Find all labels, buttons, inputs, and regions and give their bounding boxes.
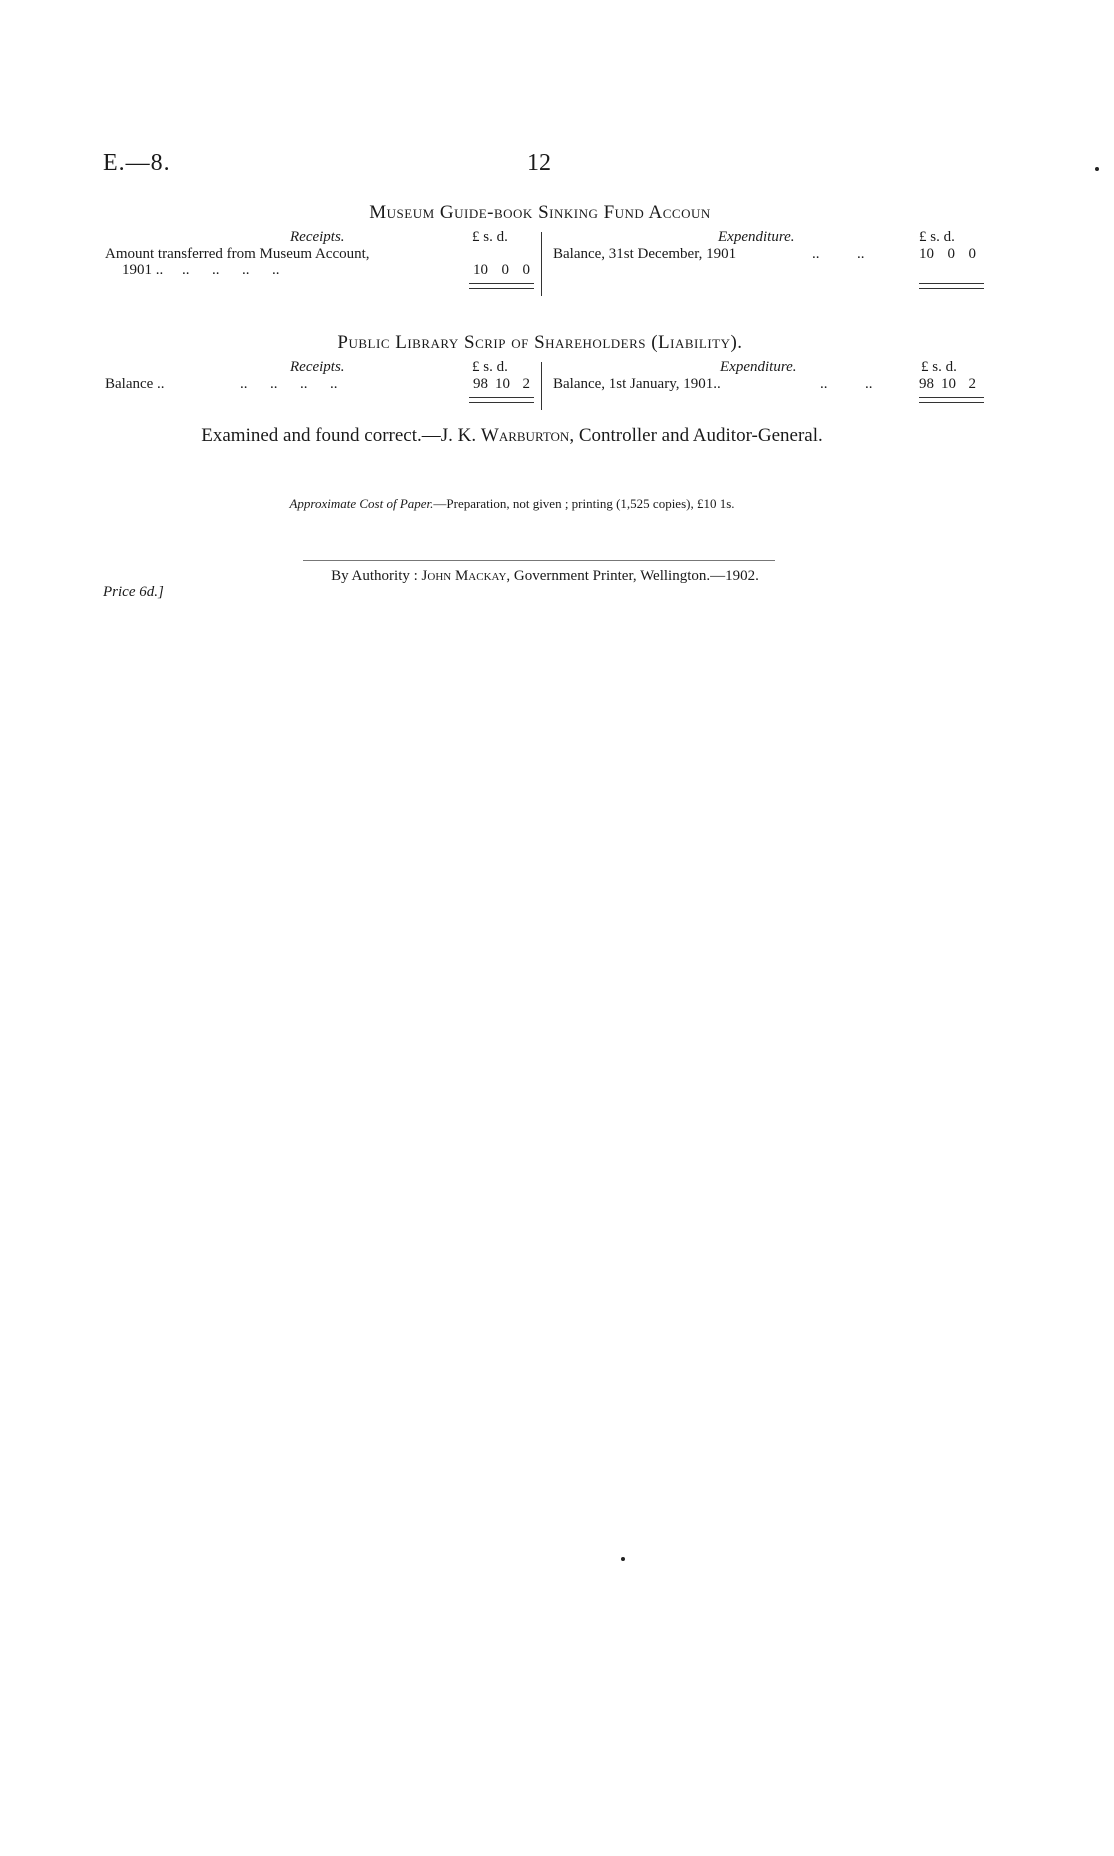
museum-expenditure-dots: .. ..: [812, 246, 865, 262]
library-expenditure-dots: .. ..: [820, 376, 873, 392]
library-expenditure-shillings: 10: [941, 376, 956, 392]
approximate-cost: [0, 496, 1024, 512]
authority-prefix: By Authority :: [331, 568, 422, 584]
authority-suffix: , Government Printer, Wellington.—1902.: [506, 568, 759, 584]
price: Price 6d.]: [103, 584, 164, 600]
museum-column-divider: [541, 232, 542, 296]
printer-name: John Mackay: [421, 568, 507, 584]
museum-receipt-shillings: 0: [501, 262, 509, 278]
museum-receipts-currency-header: £ s. d.: [472, 229, 508, 245]
scan-speck: [621, 1557, 625, 1561]
museum-receipt-line2: 1901 .. .. .. .. ..: [122, 262, 280, 278]
museum-expenditure-pence: 0: [968, 246, 976, 262]
library-expenditure-total-rule: [919, 397, 984, 403]
library-expenditure-text: Balance, 1st January, 1901..: [553, 376, 721, 392]
library-receipt-dots: .. .. .. ..: [240, 376, 338, 392]
museum-receipts-total-rule: [469, 283, 534, 289]
museum-expenditure-currency-header: £ s. d.: [919, 229, 955, 245]
library-expenditure-heading: Expenditure.: [720, 359, 797, 375]
library-receipt-shillings: 10: [495, 376, 510, 392]
museum-receipt-pounds: 10: [473, 262, 488, 278]
library-receipts-heading: Receipts.: [290, 359, 345, 375]
cost-text: —Preparation, not given ; printing (1,525 copies), £10 1s.: [433, 496, 735, 511]
document-reference: E.—8.: [103, 150, 171, 176]
library-column-divider: [541, 362, 542, 410]
museum-account-title: Museum Guide-book Sinking Fund Accoun: [369, 202, 711, 223]
library-receipt-pounds: 98: [473, 376, 488, 392]
library-account-title: Public Library Scrip of Shareholders (Liability).: [337, 332, 743, 353]
library-expenditure-pence: 2: [968, 376, 976, 392]
library-expenditure-pounds: 98: [919, 376, 934, 392]
library-receipts-currency-header: £ s. d.: [472, 359, 508, 375]
examined-suffix: , Controller and Auditor-General.: [569, 425, 823, 446]
page-number: 12: [527, 150, 551, 176]
cost-label: Approximate Cost of Paper.: [289, 496, 434, 511]
printing-authority: [0, 568, 1090, 585]
museum-expenditure-heading: Expenditure.: [718, 229, 795, 245]
library-receipt-pence: 2: [522, 376, 530, 392]
scan-speck: [1095, 167, 1099, 171]
library-expenditure-currency-header: £ s. d.: [921, 359, 957, 375]
museum-expenditure-shillings: 0: [947, 246, 955, 262]
museum-receipt-line1: Amount transferred from Museum Account,: [105, 246, 370, 262]
examined-statement: [0, 425, 1024, 447]
museum-expenditure-total-rule: [919, 283, 984, 289]
library-receipt-text: Balance ..: [105, 376, 165, 392]
library-receipts-total-rule: [469, 397, 534, 403]
auditor-name: Warburton: [480, 425, 570, 446]
examined-prefix: Examined and found correct.—J. K.: [201, 425, 481, 446]
museum-expenditure-pounds: 10: [919, 246, 934, 262]
museum-receipts-heading: Receipts.: [290, 229, 345, 245]
museum-receipt-pence: 0: [522, 262, 530, 278]
museum-expenditure-text: Balance, 31st December, 1901: [553, 246, 737, 262]
authority-rule: [303, 560, 775, 561]
